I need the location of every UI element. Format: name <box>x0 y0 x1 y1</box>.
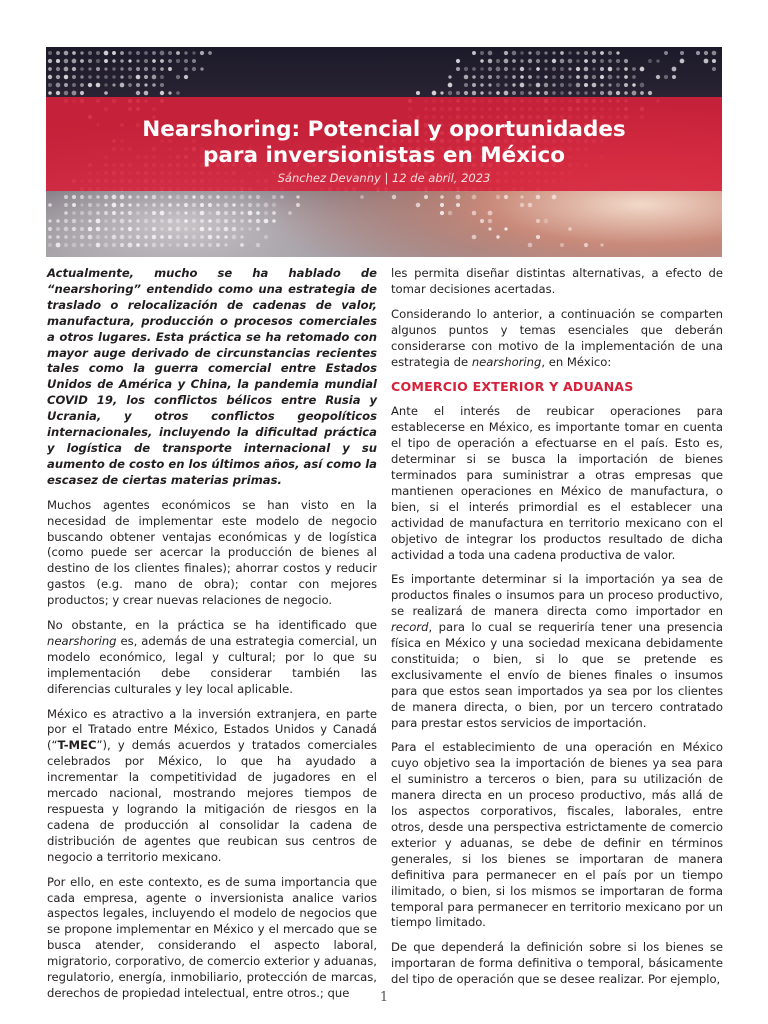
page-title <box>46 117 722 169</box>
title-line-2: para inversionistas en México <box>203 143 565 168</box>
body-paragraph <box>391 572 723 731</box>
title-line-1: Nearshoring: Potencial y oportunidades <box>142 117 626 142</box>
emphasis-text: nearshoring <box>47 633 117 648</box>
body-paragraph <box>391 307 723 371</box>
body-paragraph: Para el establecimiento de una operación en México cuyo objetivo sea la importación de bienes ya sea para el suministro a terceros o bien, para su utilización de manera directa en un proceso productivo, más allá de los aspectos corporativos, fiscales, laborales, entre otros, desde una perspectiva estrictamente de comercio exterior y aduanas, se debe de definir en términos generales, si los bienes se importaran de manera definitiva para permanecer en el país por un tiempo ilimitado, o bien, si los mismos se importaran de forma temporal para permanecer en territorio mexicano por un tiempo limitado. <box>391 740 723 930</box>
body-paragraph: les permita diseñar distintas alternativas, a efecto de tomar decisiones acertadas. <box>391 266 723 296</box>
byline: Sánchez Devanny | 12 de abril, 2023 <box>277 171 491 185</box>
left-column <box>47 266 377 1011</box>
text-run: México es atractivo a la inversión extranjera, en parte por el Tratado entre México, Estados Unidos y Canadá (“ <box>47 706 377 753</box>
text-run: Considerando lo anterior, a continuación se comparten algunos puntos y temas esenciales que deberán considerarse con motivo de la implementación de una estrategia de <box>391 306 723 369</box>
text-run: No obstante, en la práctica se ha identificado que <box>47 618 377 633</box>
tmec-acronym: T-MEC <box>57 738 97 753</box>
text-run: , para lo cual se requeriría tener una presencia física en México y una sociedad mexicana debidamente constituida; o bien, si lo que se pretende es exclusivamente el envío de bienes finales o insumos para que estos sean importados ya sea por los clientes de manera directa, o bien, por un tercero contratado para prestar estos servicios de importación. <box>391 620 723 730</box>
lead-body: entendido como una estrategia de traslado o relocalización de cadenas de valor, manufactura, producción o procesos comerciales a otros lugares. Esta práctica se ha retomado con mayor auge derivado de circunstancias recientes tales como la guerra comercial entre Estados Unidos de América y China, la pandemia mundial COVID 19, los conflictos bélicos entre Rusia y Ucrania, y otros conflictos geopolíticos internacionales, incluyendo la dificultad práctica y logística de transporte internacional y su aumento de costo en los últimos años, así como la escasez de ciertas materias primas. <box>47 281 377 487</box>
right-column <box>391 266 723 997</box>
text-run: Es importante determinar si la importación ya sea de productos finales o insumos para un proceso productivo, se realizará de manera directa como importador en <box>391 572 723 619</box>
header-banner <box>46 47 722 257</box>
body-paragraph: Muchos agentes económicos se han visto en la necesidad de implementar este modelo de negocio buscando obtener ventajas económicas y de logística (como puede ser acercar la producción de bienes al destino de los clientes finales); ahorrar costos y reducir gastos (e.g. mano de obra); contar con mejores productos; y crear nuevas relaciones de negocio. <box>47 497 377 608</box>
emphasis-text: nearshoring <box>471 354 542 369</box>
body-paragraph <box>47 707 377 866</box>
lead-paragraph <box>47 266 377 489</box>
emphasis-text: record <box>391 620 429 635</box>
text-run: es, además de una estrategia comercial, un modelo económico, legal y cultural; por lo que su implementación debe considerar también las diferencias culturales y ley local aplicable. <box>47 633 377 696</box>
section-heading: COMERCIO EXTERIOR Y ADUANAS <box>391 379 634 395</box>
body-paragraph <box>47 618 377 698</box>
text-run: , en México: <box>541 354 612 369</box>
lead-intro: Actualmente, mucho se ha hablado de “nearshoring” <box>47 266 377 296</box>
body-paragraph: Por ello, en este contexto, es de suma importancia que cada empresa, agente o inversionista analice varios aspectos legales, incluyendo el modelo de negocios que se propone implementar en México y el mercado que se busca atender, considerando el aspecto laboral, migratorio, corporativo, de comercio exterior y aduanas, regulatorio, energía, inmobiliario, protección de marcas, derechos de propiedad intelectual, entre otros.; que <box>47 874 377 1000</box>
body-paragraph: De que dependerá la definición sobre si los bienes se importaran de forma definitiva o temporal, básicamente del tipo de operación que se desee realizar. Por ejemplo, <box>391 940 723 987</box>
text-run: ”), y demás acuerdos y tratados comerciales celebrados por México, lo que ha ayudado a incrementar la competitividad de jugadores en el mercado nacional, mostrando mejores tiempos de respuesta y logrando la mitigación de riesgos en la cadena de producción al consolidar la cadena de distribución de agentes que reubican sus centros de negocio a territorio mexicano. <box>47 738 377 864</box>
page-number: 1 <box>379 990 389 1005</box>
body-paragraph: Ante el interés de reubicar operaciones para establecerse en México, es importante tomar en cuenta el tipo de operación a efectuarse en el país. Esto es, determinar si se busca la importación de bienes terminados para suministrar a otras empresas que mantienen operaciones en México de manufactura, o bien, si el interés primordial es el establecer una actividad de manufactura en territorio mexicano con el objetivo de integrar los productos resultado de dicha actividad a toda una cadena productiva de valor. <box>391 404 723 562</box>
